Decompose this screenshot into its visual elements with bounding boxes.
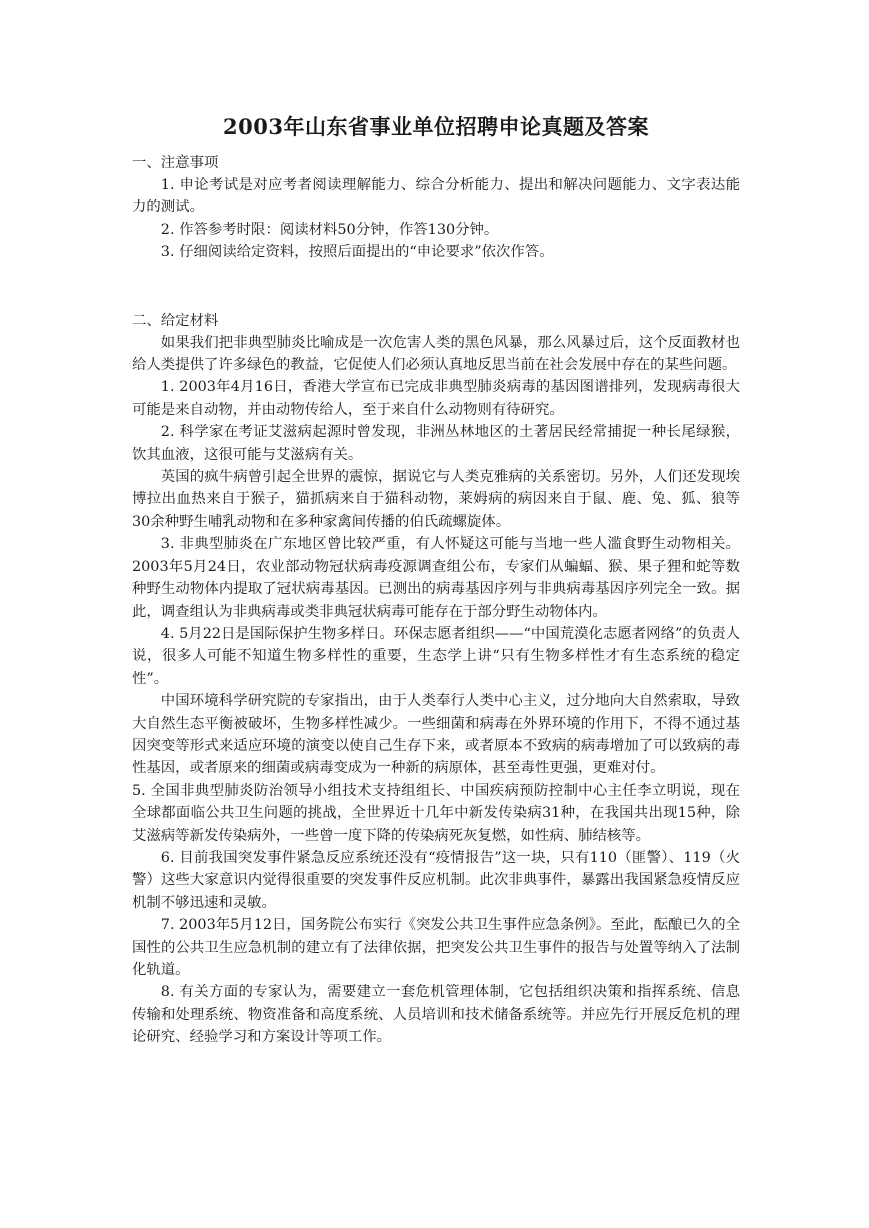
material-item-6: 6. 目前我国突发事件紧急反应系统还没有“疫情报告”这一块，只有110（匪警）、119（火警）这些大家意识内觉得很重要的突发事件反应机制。此次非典事件，暴露出我国紧急疫情反应机制不够迅速和灵敏。: [132, 849, 740, 911]
material-intro: 如果我们把非典型肺炎比喻成是一次危害人类的黑色风暴，那么风暴过后，这个反面教材也给人类提供了许多绿色的教益，它促使人们必须认真地反思当前在社会发展中存在的某些问题。: [132, 334, 740, 374]
material-item-4: 4. 5月22日是国际保护生物多样日。环保志愿者组织——“中国荒漠化志愿者网络”的负责人说，很多人可能不知道生物多样性的重要，生态学上讲“只有生物多样性才有生态系统的稳定性”。: [132, 625, 740, 687]
material-item-1: 1. 2003年4月16日，香港大学宣布已完成非典型肺炎病毒的基因图谱排列，发现病毒很大可能是来自动物，并由动物传给人，至于来自什么动物则有待研究。: [132, 379, 740, 418]
material-item-4-cont: 中国环境科学研究院的专家指出，由于人类奉行人类中心主义，过分地向大自然索取，导致大自然生态平衡被破坏，生物多样性减少。一些细菌和病毒在外界环境的作用下，不得不通过基因突变等形式来适应环境的演变以使自己生存下来，或者原本不致病的病毒增加了可以致病的毒性基因，或者原来的细菌或病毒变成为一种新的病原体，甚至毒性更强，更难对付。: [132, 693, 740, 777]
material-item-2: 2. 科学家在考证艾滋病起源时曾发现，非洲丛林地区的土著居民经常捕捉一种长尾绿猴，饮其血液，这很可能与艾滋病有关。: [132, 424, 740, 463]
notes-item-2: 2. 作答参考时限：阅读材料50分钟，作答130分钟。: [160, 221, 499, 238]
section-heading-notes: 一、注意事项: [132, 155, 219, 171]
notes-item-1: 1. 申论考试是对应考者阅读理解能力、综合分析能力、提出和解决问题能力、文字表达能力的测试。: [132, 177, 740, 216]
material-item-2-cont: 英国的疯牛病曾引起全世界的震惊，据说它与人类克雅病的关系密切。另外，人们还发现埃博拉出血热来自于猴子，猫抓病来自于猫科动物，莱姆病的病因来自于鼠、鹿、兔、狐、狼等30余种野生哺乳动物和在多种家禽间传播的伯氏疏螺旋体。: [132, 469, 740, 530]
document-page: [132, 112, 740, 1049]
document-title: 2003年山东省事业单位招聘申论真题及答案: [223, 114, 649, 139]
notes-item-3: 3. 仔细阅读给定资料，按照后面提出的“申论要求”依次作答。: [160, 244, 554, 261]
section-gap: [132, 264, 740, 310]
material-item-8: 8. 有关方面的专家认为，需要建立一套危机管理体制，它包括组织决策和指挥系统、信息传输和处理系统、物资准备和高度系统、人员培训和技术储备系统等。并应先行开展反危机的理论研究、经验学习和方案设计等项工作。: [132, 984, 740, 1046]
material-item-5: 5. 全国非典型肺炎防治领导小组技术支持组组长、中国疾病预防控制中心主任李立明说，现在全球都面临公共卫生问题的挑战，全世界近十几年中新发传染病31种，在我国共出现15种，除艾滋病等新发传染病外，一些曾一度下降的传染病死灰复燃，如性病、肺结核等。: [132, 782, 740, 844]
material-item-3: 3. 非典型肺炎在广东地区曾比较严重，有人怀疑这可能与当地一些人滥食野生动物相关。2003年5月24日，农业部动物冠状病毒疫源调查组公布，专家们从蝙蝠、猴、果子狸和蛇等数种野生动物体内提取了冠状病毒基因。已测出的病毒基因序列与非典病毒基因序列完全一致。据此，调查组认为非典病毒或类非典冠状病毒可能存在于部分野生动物体内。: [132, 536, 740, 620]
section-heading-materials: 二、给定材料: [132, 312, 219, 329]
material-item-7: 7. 2003年5月12日，国务院公布实行《突发公共卫生事件应急条例》。至此，酝酿已久的全国性的公共卫生应急机制的建立有了法律依据，把突发公共卫生事件的报告与处置等纳入了法制化轨道。: [132, 917, 740, 978]
